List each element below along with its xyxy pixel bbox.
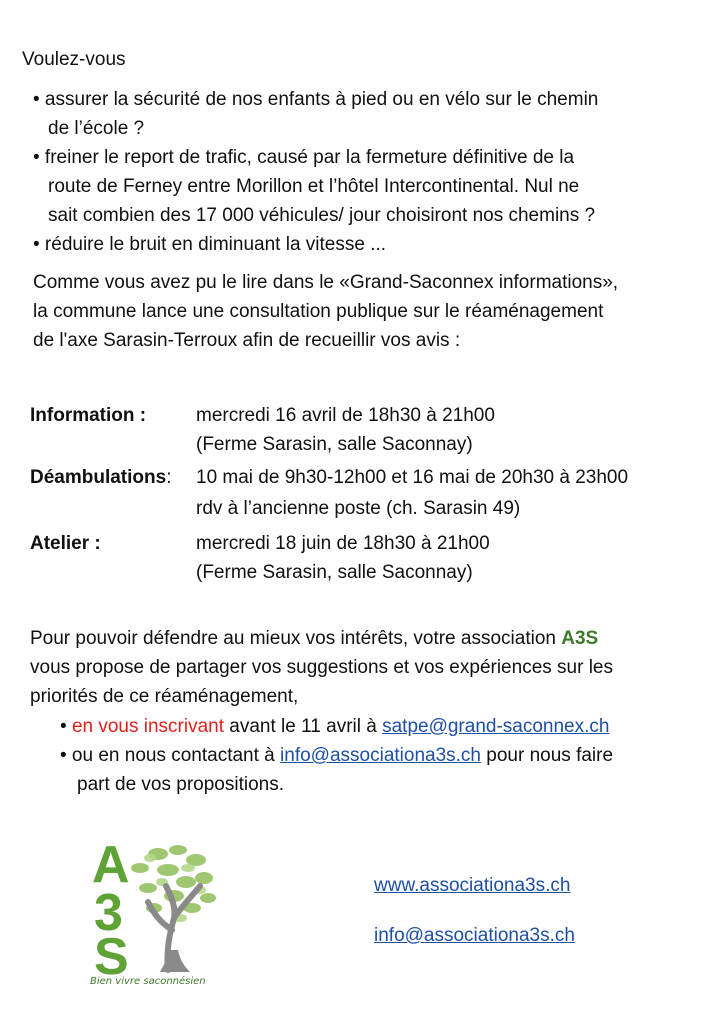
footer-email-link[interactable]: info@associationa3s.ch bbox=[374, 925, 575, 946]
schedule-atelier-place: (Ferme Sarasin, salle Saconnay) bbox=[196, 562, 473, 583]
schedule-label-information: Information : bbox=[30, 405, 147, 426]
association-line-2: vous propose de partager vos suggestions et vos expériences sur les bbox=[30, 657, 613, 678]
schedule-information-date: mercredi 16 avril de 18h30 à 21h00 bbox=[196, 405, 495, 426]
bullet-traffic-cont: route de Ferney entre Morillon et l’hôtel Intercontinental. Nul ne bbox=[48, 176, 580, 197]
schedule-label-deambulations bbox=[30, 463, 171, 492]
tree-logo-graphic bbox=[88, 838, 220, 988]
option-contact bbox=[60, 741, 613, 770]
option-contact-cont: part de vos propositions. bbox=[77, 774, 285, 795]
bullet-safety-cont: de l’école ? bbox=[48, 118, 145, 139]
association-line-1-text: Pour pouvoir défendre au mieux vos intérêts, votre association bbox=[30, 628, 556, 649]
association-line-3: priorités de ce réaménagement, bbox=[30, 686, 299, 707]
consultation-line-1: Comme vous avez pu le lire dans le «Grand-Saconnex informations», bbox=[33, 272, 619, 293]
logo-letter-a: A bbox=[92, 838, 130, 894]
consultation-line-3: de l'axe Sarasin-Terroux afin de recueillir vos avis : bbox=[33, 330, 461, 351]
option-register-highlight: en vous inscrivant bbox=[71, 716, 225, 737]
schedule-deambulations-place: rdv à l’ancienne poste (ch. Sarasin 49) bbox=[196, 498, 521, 519]
option-contact-after: pour nous faire bbox=[486, 745, 614, 766]
bullet-traffic: • freiner le report de trafic, causé par la fermeture définitive de la bbox=[33, 147, 575, 168]
bullet-noise: • réduire le bruit en diminuant la vitesse ... bbox=[33, 234, 387, 255]
association-name: A3S bbox=[561, 628, 599, 649]
website-line bbox=[374, 871, 570, 900]
logo-letter-3: 3 bbox=[94, 884, 123, 942]
option-contact-text: • ou en nous contactant à bbox=[60, 745, 275, 766]
schedule-label-colon: : bbox=[166, 467, 172, 488]
a3s-logo bbox=[88, 838, 220, 988]
website-link[interactable]: www.associationa3s.ch bbox=[374, 875, 571, 896]
satpe-email-link[interactable]: satpe@grand-saconnex.ch bbox=[382, 716, 610, 737]
bullet-traffic-cont2: sait combien des 17 000 véhicules/ jour choisiront nos chemins ? bbox=[48, 205, 596, 226]
association-line-1 bbox=[30, 624, 598, 653]
option-register bbox=[60, 712, 609, 741]
bullet-safety: • assurer la sécurité de nos enfants à pied ou en vélo sur le chemin bbox=[33, 89, 599, 110]
schedule-label-atelier: Atelier : bbox=[30, 533, 101, 554]
schedule-label-deambulations-text: Déambulations bbox=[30, 467, 167, 488]
option-register-text: avant le 11 avril à bbox=[229, 716, 377, 737]
logo-letter-s: S bbox=[94, 928, 129, 986]
schedule-atelier-date: mercredi 18 juin de 18h30 à 21h00 bbox=[196, 533, 490, 554]
logo-tagline: Bien vivre saconnésien bbox=[90, 976, 206, 987]
schedule-information-place: (Ferme Sarasin, salle Saconnay) bbox=[196, 434, 473, 455]
schedule-deambulations-dates: 10 mai de 9h30-12h00 et 16 mai de 20h30 à 23h00 bbox=[196, 467, 629, 488]
consultation-line-2: la commune lance une consultation publique sur le réaménagement bbox=[33, 301, 604, 322]
info-email-link[interactable]: info@associationa3s.ch bbox=[280, 745, 482, 766]
intro-lead: Voulez-vous bbox=[22, 49, 126, 70]
option-register-bullet: • bbox=[60, 716, 67, 737]
footer-email-line bbox=[374, 921, 575, 950]
